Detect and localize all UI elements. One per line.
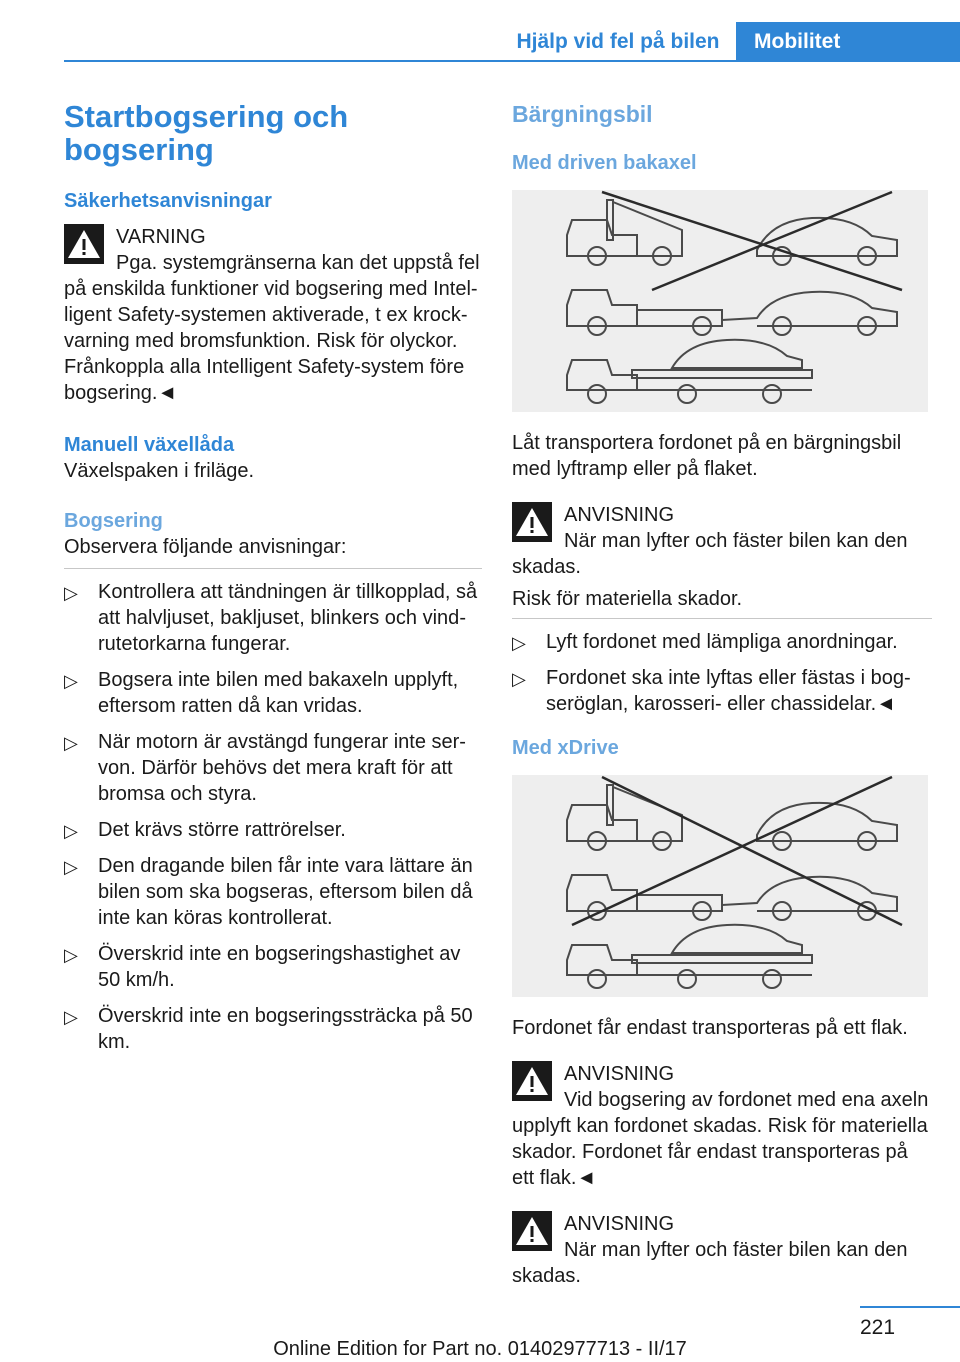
triangle-bullet-icon: ▷ [64, 821, 78, 841]
triangle-bullet-icon: ▷ [64, 583, 78, 603]
warning-keyword: VARNING [116, 226, 206, 248]
triangle-bullet-icon: ▷ [512, 669, 526, 689]
note-text: När man lyfter och fäster bilen kan den skadas. [512, 1239, 908, 1287]
xdrive-text: Fordonet får endast transporteras på ett flak. [512, 1017, 908, 1039]
rear-axle-text: Låt transportera fordonet på en bärgningsbil med lyftramp eller på flaket. [512, 432, 902, 480]
page-title: Startbogsering och bogsering [64, 99, 349, 167]
warning-icon [512, 502, 552, 542]
list-divider [64, 568, 482, 569]
note-box-2 [512, 1061, 932, 1191]
safety-heading: Säkerhetsanvisningar [64, 190, 272, 212]
warning-text: Pga. systemgränserna kan det uppstå fel på enskilda funktioner vid bogsering med Intelligent Safety-systemen aktiverade, t ex krockvarning med bromsfunktion. Risk för olyckor. Frånkoppla alla Intelligent Safety-system före bogsering.◄ [64, 252, 480, 404]
triangle-bullet-icon: ▷ [64, 671, 78, 691]
triangle-bullet-icon: ▷ [64, 945, 78, 965]
list-item: ▷ Bogsera inte bilen med bakaxeln upplyft, eftersom ratten då kan vridas. [64, 669, 459, 717]
note-keyword: ANVISNING [564, 1213, 675, 1235]
header-section-title: Hjälp vid fel på bilen [516, 30, 720, 53]
tow-truck-heading: Bärgningsbil [512, 101, 653, 127]
note-keyword: ANVISNING [564, 1063, 675, 1085]
triangle-bullet-icon: ▷ [64, 857, 78, 877]
triangle-bullet-icon: ▷ [64, 1007, 78, 1027]
warning-box [64, 224, 482, 406]
header-tab-mobilitet[interactable]: Mobilitet [736, 22, 960, 62]
warning-icon [512, 1211, 552, 1251]
footer-divider [860, 1306, 960, 1308]
warning-icon [512, 1061, 552, 1101]
footer-edition: Online Edition for Part no. 01402977713 - II/17 [273, 1338, 687, 1360]
note-text: Vid bogsering av fordonet med ena axeln upplyft kan fordonet skadas. Risk för materiella skador. Fordonet får endast transporteras på ett flak.◄ [512, 1089, 929, 1189]
list-item: ▷ Den dragande bilen får inte vara lättare än bilen som ska bogseras, eftersom bilen då inte kan köras kontrollerat. [64, 855, 473, 929]
manual-gearbox-heading: Manuell växellåda [64, 434, 235, 456]
tow-truck-rear-axle-illustration [512, 190, 928, 412]
triangle-bullet-icon: ▷ [64, 733, 78, 753]
note-box-1 [512, 502, 932, 580]
tow-truck-xdrive-illustration [512, 775, 928, 997]
note-text: När man lyfter och fäster bilen kan den skadas. [512, 530, 908, 578]
list-item: ▷ Kontrollera att tändningen är tillkopplad, så att halvljuset, bakljuset, blinkers och vindrutetorkarna fungerar. [64, 581, 478, 655]
xdrive-heading: Med xDrive [512, 737, 619, 759]
header-divider [64, 60, 960, 62]
list-item: ▷ Det krävs större rattrörelser. [64, 817, 482, 843]
list-divider [512, 618, 932, 619]
rear-axle-heading: Med driven bakaxel [512, 152, 697, 174]
note-box-3 [512, 1211, 932, 1289]
triangle-bullet-icon: ▷ [512, 633, 526, 653]
towing-heading: Bogsering [64, 510, 163, 532]
list-item: ▷ Fordonet ska inte lyftas eller fästas i bogseröglan, karosseri- eller chassidelar.◄ [512, 667, 911, 715]
page-number: 221 [860, 1316, 896, 1339]
list-item: ▷ Överskrid inte en bogseringssträcka på 50 km. [64, 1005, 473, 1053]
towing-list [64, 579, 482, 1055]
list-item: ▷ Överskrid inte en bogseringshastighet av 50 km/h. [64, 943, 461, 991]
towing-intro: Observera följande anvisningar: [64, 536, 347, 558]
risk-list [512, 629, 932, 717]
risk-text: Risk för materiella skador. [512, 588, 743, 610]
manual-gearbox-text: Växelspaken i friläge. [64, 460, 255, 482]
list-item: ▷ När motorn är avstängd fungerar inte servon. Därför behövs det mera kraft för att bromsa och styra. [64, 731, 466, 805]
list-item: ▷ Lyft fordonet med lämpliga anordningar. [512, 629, 932, 655]
note-keyword: ANVISNING [564, 504, 675, 526]
right-column [512, 100, 932, 1289]
left-column [64, 100, 482, 1065]
warning-icon [64, 224, 104, 264]
